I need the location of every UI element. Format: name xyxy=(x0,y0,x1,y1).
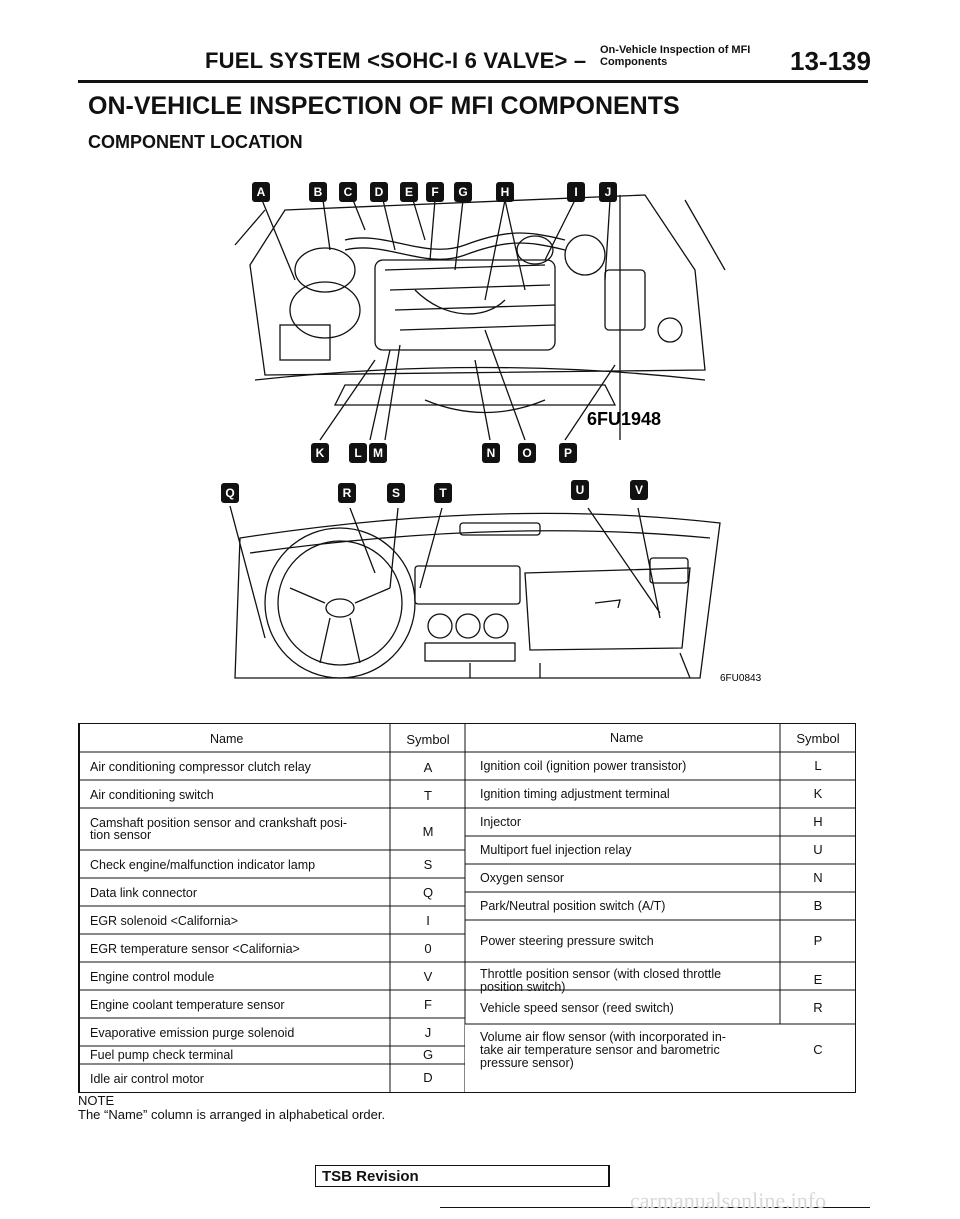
right-row-name: Throttle position sensor (with closed throttle xyxy=(480,967,722,981)
left-row-name: Idle air control motor xyxy=(90,1072,204,1086)
tsb-revision-label: TSB Revision xyxy=(322,1168,419,1185)
left-row-symbol: J xyxy=(424,1025,432,1040)
callout-m: M xyxy=(369,443,387,463)
left-row-name: EGR solenoid <California> xyxy=(90,914,238,928)
page-number: 13-139 xyxy=(790,46,871,76)
figure1-code: 6FU1948 xyxy=(587,409,662,429)
right-row-name: Volume air flow sensor (with incorporated in- xyxy=(480,1030,726,1044)
right-row-name: Power steering pressure switch xyxy=(480,934,654,948)
left-row-symbol: M xyxy=(422,824,434,839)
callout-g: G xyxy=(454,182,472,202)
engine-compartment-drawing xyxy=(225,170,745,470)
left-row-symbol: I xyxy=(426,913,430,928)
callout-s: S xyxy=(387,483,405,503)
callout-j: J xyxy=(599,182,617,202)
right-row-name-cont: position switch) xyxy=(480,980,566,994)
left-row-symbol: Q xyxy=(422,885,434,900)
left-row-symbol: T xyxy=(424,788,432,803)
callout-n: N xyxy=(482,443,500,463)
right-row-name: Injector xyxy=(480,815,521,829)
right-row-name: Park/Neutral position switch (A/T) xyxy=(480,899,666,913)
left-row-name: Evaporative emission purge solenoid xyxy=(90,1026,295,1040)
left-row-symbol: G xyxy=(422,1047,434,1062)
header-subtitle-line2: Components xyxy=(600,56,668,68)
header-subtitle xyxy=(600,44,750,68)
callout-i: I xyxy=(567,182,585,202)
callout-u: U xyxy=(571,480,589,500)
right-row-name: Ignition timing adjustment terminal xyxy=(480,787,670,801)
right-header-name: Name xyxy=(610,731,644,745)
callout-r: R xyxy=(338,483,356,503)
components-table xyxy=(78,723,856,1093)
callout-a: A xyxy=(252,182,270,202)
page-title: ON-VEHICLE INSPECTION OF MFI COMPONENTS xyxy=(88,92,680,120)
header-subtitle-line1: On-Vehicle Inspection of MFI xyxy=(600,44,751,56)
callout-o: O xyxy=(518,443,536,463)
dashboard-figure xyxy=(220,478,780,683)
dashboard-drawing xyxy=(220,478,780,683)
left-row-name: Data link connector xyxy=(90,886,198,900)
right-row-symbol: R xyxy=(813,1000,823,1015)
right-row-symbol: C xyxy=(813,1042,823,1057)
left-header-name: Name xyxy=(210,732,244,746)
right-row-name: Multiport fuel injection relay xyxy=(480,843,632,857)
left-row-symbol: V xyxy=(423,969,433,984)
callout-c: C xyxy=(339,182,357,202)
left-row-symbol: A xyxy=(423,760,433,775)
callout-l: L xyxy=(349,443,367,463)
note-text: The “Name” column is arranged in alphabetical order. xyxy=(78,1107,386,1122)
right-row-symbol: U xyxy=(813,842,823,857)
right-row-symbol: N xyxy=(813,870,823,885)
figure2-code: 6FU0843 xyxy=(720,673,762,683)
callout-q: Q xyxy=(221,483,239,503)
left-row-name: Fuel pump check terminal xyxy=(90,1048,234,1062)
callout-v: V xyxy=(630,480,648,500)
left-row-name: Air conditioning compressor clutch relay xyxy=(90,760,311,774)
left-row-symbol: 0 xyxy=(424,941,432,956)
right-row-name: Ignition coil (ignition power transistor) xyxy=(480,759,687,773)
callout-t: T xyxy=(434,483,452,503)
watermark: carmanualsonline.info xyxy=(630,1188,827,1213)
section-title: COMPONENT LOCATION xyxy=(88,132,303,152)
right-row-symbol: L xyxy=(814,758,822,773)
left-row-name: Engine control module xyxy=(90,970,215,984)
left-row-symbol: F xyxy=(424,997,432,1012)
header-title: FUEL SYSTEM <SOHC-I 6 VALVE> – xyxy=(205,48,587,73)
callout-p: P xyxy=(559,443,577,463)
right-row-name: Oxygen sensor xyxy=(480,871,565,885)
left-row-name: Check engine/malfunction indicator lamp xyxy=(90,858,316,872)
left-header-symbol: Symbol xyxy=(406,732,450,747)
right-row-name-cont: take air temperature sensor and barometric xyxy=(480,1043,720,1057)
note-heading: NOTE xyxy=(78,1093,115,1108)
right-row-symbol: P xyxy=(813,933,823,948)
right-row-symbol: B xyxy=(813,898,823,913)
left-row-name: Air conditioning switch xyxy=(90,788,214,802)
header-rule xyxy=(78,80,868,83)
callout-f: F xyxy=(426,182,444,202)
left-row-name: EGR temperature sensor <California> xyxy=(90,942,300,956)
callout-d: D xyxy=(370,182,388,202)
left-row-name-cont: tion sensor xyxy=(90,828,152,842)
right-row-name-cont: pressure sensor) xyxy=(480,1056,574,1070)
right-row-name: Vehicle speed sensor (reed switch) xyxy=(480,1001,674,1015)
left-row-symbol: D xyxy=(423,1070,433,1085)
callout-k: K xyxy=(311,443,329,463)
right-row-symbol: K xyxy=(813,786,823,801)
callout-h: H xyxy=(496,182,514,202)
left-row-name: Engine coolant temperature sensor xyxy=(90,998,285,1012)
left-row-symbol: S xyxy=(423,857,433,872)
tsb-revision-box xyxy=(315,1165,610,1187)
engine-compartment-figure xyxy=(225,170,745,470)
right-header-symbol: Symbol xyxy=(796,731,840,746)
callout-e: E xyxy=(400,182,418,202)
right-row-symbol: E xyxy=(813,972,823,987)
right-row-symbol: H xyxy=(813,814,823,829)
left-row-name: Camshaft position sensor and crankshaft posi- xyxy=(90,816,348,830)
callout-b: B xyxy=(309,182,327,202)
